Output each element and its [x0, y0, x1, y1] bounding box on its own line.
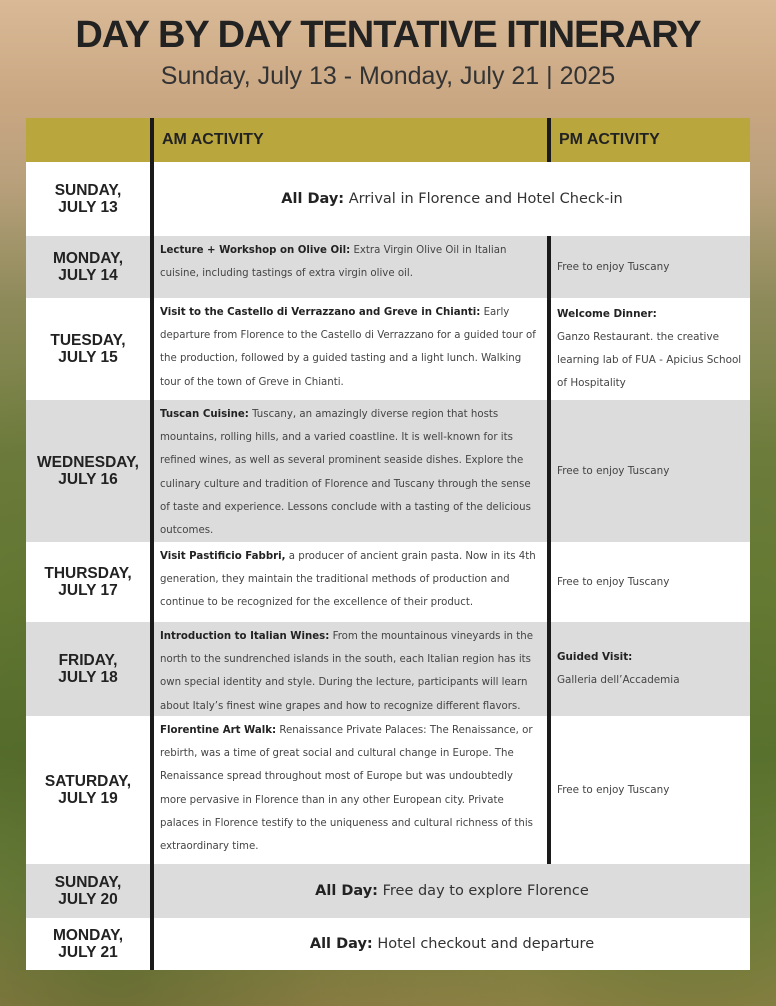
day-name: SUNDAY,: [54, 182, 122, 199]
table-header: [26, 118, 750, 162]
pm-activity: [547, 400, 750, 542]
day-name: WEDNESDAY,: [37, 454, 139, 471]
am-activity-title: Lecture + Workshop on Olive Oil:: [160, 245, 351, 256]
table-row: [26, 298, 750, 400]
day-name: FRIDAY,: [58, 652, 118, 669]
am-activity: [150, 236, 547, 298]
date-range-subtitle: Sunday, July 13 - Monday, July 21 | 2025: [160, 62, 616, 90]
all-day-label: All Day:: [315, 883, 378, 899]
pm-activity-text: Ganzo Restaurant. the creative learning lab of FUA - Apicius School of Hospitality: [557, 331, 742, 389]
pm-activity-title: Welcome Dinner:: [557, 308, 657, 320]
pm-activity: [547, 236, 750, 298]
all-day-text: Free day to explore Florence: [382, 883, 589, 899]
am-activity-title: Visit Pastificio Fabbri,: [160, 551, 286, 562]
am-activity-text: a producer of ancient grain pasta. Now in its 4th generation, they maintain the traditional methods of production and continue to be recognized for the excellence of their product.: [160, 551, 536, 609]
table-row: [26, 716, 750, 864]
table-row: [26, 864, 750, 918]
pm-activity: [547, 542, 750, 622]
day-name: MONDAY,: [52, 927, 124, 944]
am-activity-title: Tuscan Cuisine:: [160, 409, 249, 420]
am-activity: [150, 716, 547, 864]
am-activity-title: Visit to the Castello di Verrazzano and Greve in Chianti:: [160, 307, 481, 318]
day-date: JULY 14: [58, 267, 118, 284]
all-day-label: All Day:: [281, 191, 345, 207]
pm-activity-text: Free to enjoy Tuscany: [557, 260, 670, 273]
pm-activity-text: Free to enjoy Tuscany: [557, 464, 670, 477]
day-date: JULY 18: [58, 669, 118, 686]
day-name: MONDAY,: [52, 250, 124, 267]
day-date: JULY 13: [58, 199, 118, 216]
am-activity: [150, 400, 547, 542]
page-title: DAY BY DAY TENTATIVE ITINERARY: [75, 14, 701, 56]
pm-activity-text: Free to enjoy Tuscany: [557, 575, 670, 588]
day-name: TUESDAY,: [50, 332, 126, 349]
day-date: JULY 15: [58, 349, 118, 366]
day-name: SATURDAY,: [44, 773, 132, 790]
pm-activity: [547, 622, 750, 716]
day-name: THURSDAY,: [44, 565, 132, 582]
am-activity-text: Tuscany, an amazingly diverse region that hosts mountains, rolling hills, and a varied coastline. It is well-known for its refined wines, as well as several prominent seaside dishes. Explore the culinary culture and tradition of Florence and Tuscany through the sense of taste and experience. Lessons conclude with a tasting of the delicious outcomes.: [160, 409, 531, 537]
am-activity-title: Florentine Art Walk:: [160, 725, 277, 736]
table-row: [26, 400, 750, 542]
am-activity: [150, 298, 547, 400]
pm-activity-title: Guided Visit:: [557, 651, 633, 663]
table-row: [26, 622, 750, 716]
pm-activity-text: Galleria dell’Accademia: [557, 674, 680, 686]
itinerary-table: [26, 118, 750, 970]
am-activity-text: Extra Virgin Olive Oil in Italian cuisine, including tastings of extra virgin olive oil.: [160, 245, 507, 280]
day-date: JULY 20: [58, 891, 118, 908]
am-activity-text: Early departure from Florence to the Castello di Verrazzano for a guided tour of the production, followed by a guided tasting and a light lunch. Walking tour of the town of Greve in Chianti.: [160, 307, 536, 388]
pm-activity: [547, 716, 750, 864]
table-row: [26, 542, 750, 622]
am-activity-header: AM ACTIVITY: [150, 118, 547, 162]
all-day-text: Hotel checkout and departure: [377, 936, 595, 952]
table-row: [26, 236, 750, 298]
day-date: JULY 21: [58, 944, 118, 961]
table-row: [26, 162, 750, 236]
pm-activity-header: PM ACTIVITY: [547, 118, 750, 162]
am-activity-title: Introduction to Italian Wines:: [160, 631, 330, 642]
day-date: JULY 19: [58, 790, 118, 807]
am-activity: [150, 542, 547, 622]
all-day-text: Arrival in Florence and Hotel Check-in: [348, 191, 623, 207]
am-activity-text: Renaissance Private Palaces: The Renaissance, or rebirth, was a time of great social and cultural change in Europe. The Renaissance spread throughout most of Europe but was undoubtedly more pervasive in Florence than in any other European city. Private palaces in Florence testify to the uniqueness and cultural richness of this extraordinary time.: [160, 725, 533, 853]
day-date: JULY 17: [58, 582, 118, 599]
am-activity: [150, 622, 547, 716]
am-activity-text: From the mountainous vineyards in the north to the sundrenched islands in the south, each Italian region has its own special identity and style. During the lecture, participants will learn about Italy’s finest wine grapes and how to recognize different flavors.: [160, 631, 533, 712]
table-row: [26, 918, 750, 970]
pm-activity: [547, 298, 750, 400]
day-date: JULY 16: [58, 471, 118, 488]
all-day-label: All Day:: [309, 936, 373, 952]
day-name: SUNDAY,: [54, 874, 122, 891]
pm-activity-text: Free to enjoy Tuscany: [557, 783, 670, 796]
